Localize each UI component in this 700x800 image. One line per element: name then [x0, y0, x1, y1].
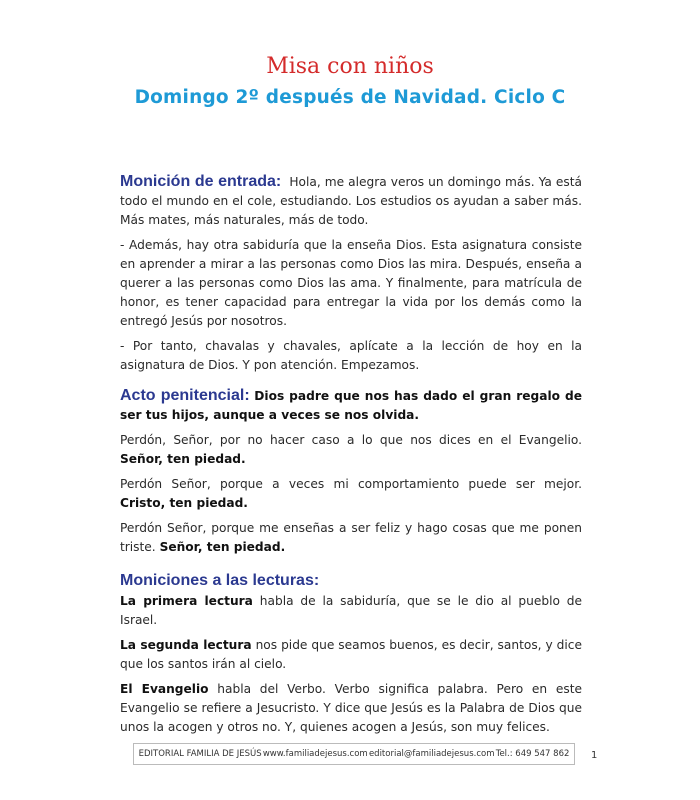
reading-text: habla de la sabiduría, que se le dio al pueblo de Israel. — [120, 594, 583, 627]
paragraph — [120, 386, 582, 425]
paragraph: - Además, hay otra sabiduría que la enseña Dios. Esta asignatura consiste en aprender a mirar a las personas como Dios las mira. Después, enseña a querer a las personas como Dios las ama. Y finalmente, para matrícula de honor, es tener capacidad para entregar la vida por los demás como la entregó Jesús por nosotros. — [120, 238, 582, 328]
petition-text: Perdón Señor, porque a veces mi comportamiento puede ser mejor. — [120, 477, 582, 491]
petition — [120, 519, 582, 557]
reading-label: La segunda lectura — [120, 638, 252, 652]
reading — [120, 592, 582, 630]
petition — [120, 475, 582, 513]
footer-email: editorial@familiadejesus.com — [368, 749, 495, 759]
footer-phone: Tel.: 649 547 862 — [495, 749, 570, 759]
reading-text: nos pide que seamos buenos, es decir, santos, y dice que los santos irán al cielo. — [120, 638, 582, 671]
petition-response: Señor, ten piedad. — [120, 452, 246, 466]
paragraph — [120, 172, 582, 230]
reading-label: La primera lectura — [120, 594, 253, 608]
paragraph-text: Hola, me alegra veros un domingo más. Ya está todo el mundo en el cole, estudiando. Los estudios os ayudan a saber más. Más mates, más naturales, más de todo. — [120, 175, 583, 227]
section-monicion-entrada — [120, 172, 582, 381]
section-heading: Moniciones a las lecturas: — [120, 572, 320, 589]
petition — [120, 431, 582, 469]
footer-website: www.familiadejesus.com — [262, 749, 368, 759]
document-title: Misa con niños — [266, 54, 434, 79]
section-heading: Acto penitencial: — [120, 387, 250, 404]
document-subtitle: Domingo 2º después de Navidad. Ciclo C — [134, 87, 566, 108]
paragraph: - Por tanto, chavalas y chavales, aplícate a la lección de hoy en la asignatura de Dios. Y pon atención. Empezamos. — [120, 339, 582, 372]
reading-label: El Evangelio — [120, 682, 209, 696]
petition-response: Cristo, ten piedad. — [120, 496, 248, 510]
petition-text: Perdón, Señor, por no hacer caso a lo que nos dices en el Evangelio. — [120, 433, 582, 447]
footer-publisher: EDITORIAL FAMILIA DE JESÚS — [138, 749, 262, 759]
page-number: 1 — [591, 750, 598, 761]
petition-text: Perdón Señor, porque me enseñas a ser feliz y hago cosas que me ponen triste. — [120, 521, 582, 554]
paragraph-text: Dios padre que nos has dado el gran regalo de ser tus hijos, aunque a veces se nos olvida. — [120, 389, 583, 422]
reading — [120, 636, 582, 674]
petition-response: Señor, ten piedad. — [159, 540, 286, 554]
page-footer — [133, 743, 575, 765]
reading-text: habla del Verbo. Verbo significa palabra. Pero en este Evangelio se refiere a Jesucristo. Y dice que Jesús es la Palabra de Dios que unos la acogen y otros no. Y, quienes acogen a Jesús, son muy felices. — [120, 682, 583, 734]
reading — [120, 680, 582, 737]
section-moniciones-lecturas — [120, 571, 582, 743]
section-acto-penitencial — [120, 386, 582, 563]
section-heading: Monición de entrada: — [120, 173, 282, 190]
